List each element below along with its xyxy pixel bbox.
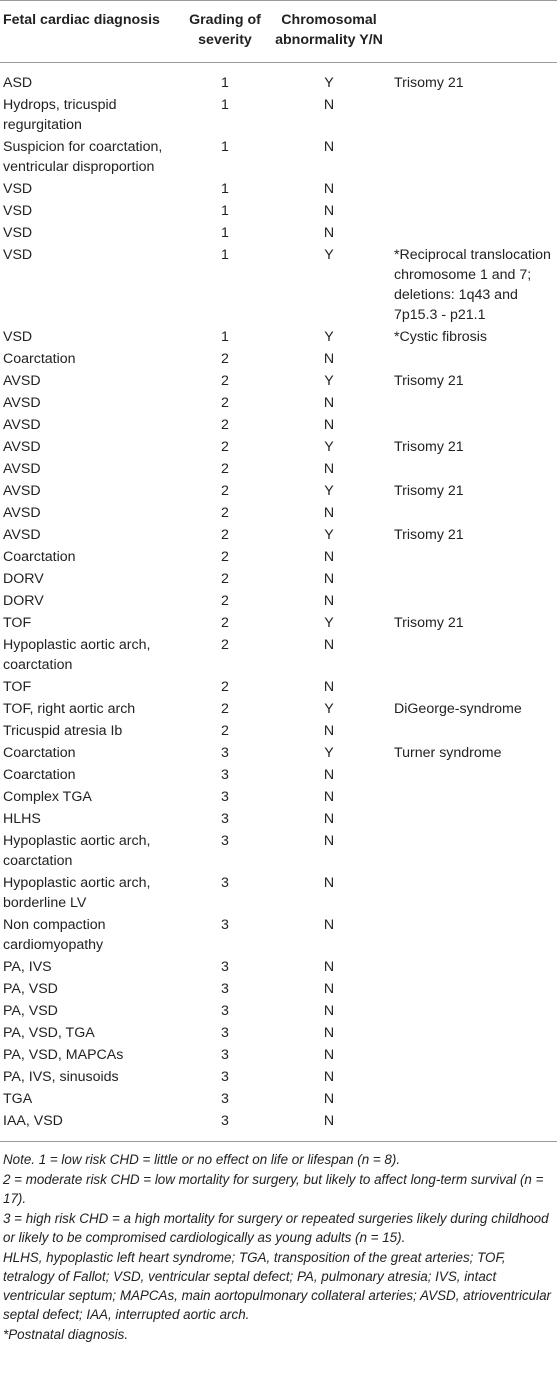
diagnosis-cell: PA, IVS, sinusoids [3,1069,119,1085]
table-row [0,765,557,787]
table-row [0,525,557,547]
table-row [0,915,557,957]
abnormality-detail-cell [388,979,557,1001]
table-row [0,957,557,979]
note-line: *Postnatal diagnosis. [3,1327,129,1342]
abnormality-detail-cell [388,415,557,437]
diagnosis-cell: Hydrops, tricuspid regurgitation [3,97,117,133]
chromosomal-cell: N [323,351,335,367]
severity-cell: 2 [221,439,229,455]
diagnosis-cell: Coarctation [3,549,76,565]
table-row [0,437,557,459]
diagnosis-cell: Tricuspid atresia Ib [3,723,123,739]
table-row [0,1067,557,1089]
note-line: 2 = moderate risk CHD = low mortality for surgery, but likely to affect long-term survival (n = 17). [3,1172,544,1206]
severity-cell: 2 [221,351,229,367]
chromosomal-cell: N [323,1113,335,1129]
diagnosis-cell: HLHS [3,811,41,827]
abnormality-detail-cell [388,95,557,137]
chromosomal-cell: Y [324,247,334,263]
chromosomal-cell: N [323,549,335,565]
diagnosis-cell: Non compaction cardiomyopathy [3,917,106,953]
abnormality-detail-cell [388,765,557,787]
diagnosis-cell: TOF [3,615,32,631]
severity-cell: 2 [221,483,229,499]
diagnosis-cell: PA, VSD, MAPCAs [3,1047,124,1063]
abnormality-detail-cell [388,1045,557,1067]
diagnosis-cell: TOF, right aortic arch [3,701,136,717]
chromosomal-cell: Y [324,483,334,499]
table-row [0,481,557,503]
abnormality-detail-cell [388,137,557,179]
abnormality-detail-cell [388,635,557,677]
severity-cell: 2 [221,723,229,739]
table-row [0,873,557,915]
severity-cell: 3 [221,745,229,761]
table-row [0,613,557,635]
chromosomal-cell: N [323,917,335,933]
diagnosis-cell: IAA, VSD [3,1113,63,1129]
chromosomal-cell: Y [324,527,334,543]
abnormality-detail-cell: Trisomy 21 [394,75,464,91]
abnormality-detail-cell [388,349,557,371]
severity-cell: 3 [221,1113,229,1129]
abnormality-detail-cell [388,721,557,743]
severity-cell: 2 [221,701,229,717]
chromosomal-cell: N [323,97,335,113]
chromosomal-cell: Y [324,329,334,345]
table-row [0,349,557,371]
abnormality-detail-cell [388,179,557,201]
chromosomal-cell: Y [324,701,334,717]
note-line: HLHS, hypoplastic left heart syndrome; TGA, transposition of the great arteries; TOF, tetralogy of Fallot; VSD, ventricular septal defect; PA, pulmonary atresia; IVS, intact ventricular septum; MAPCAs, main aortopulmonary collateral arteries; AVSD, atrioventricular septal defect; IAA, interrupted aortic arch. [3,1250,551,1322]
table-row [0,547,557,569]
severity-cell: 2 [221,373,229,389]
abnormality-detail-cell [388,831,557,873]
diagnosis-cell: AVSD [3,417,41,433]
abnormality-detail-cell [388,459,557,481]
severity-cell: 3 [221,1025,229,1041]
abnormality-detail-cell [388,1089,557,1111]
abnormality-detail-cell [388,547,557,569]
diagnosis-cell: AVSD [3,483,41,499]
diagnosis-cell: VSD [3,181,33,197]
abnormality-detail-cell: *Cystic fibrosis [394,329,488,345]
diagnosis-cell: ASD [3,75,33,91]
table-row [0,677,557,699]
chromosomal-cell: Y [324,745,334,761]
chromosomal-cell: N [323,417,335,433]
abnormality-detail-cell [388,677,557,699]
header-severity: Grading of severity [189,12,261,48]
severity-cell: 2 [221,637,229,653]
table-row [0,201,557,223]
severity-cell: 2 [221,461,229,477]
chromosomal-cell: N [323,461,335,477]
chromosomal-cell: N [323,875,335,891]
severity-cell: 1 [221,75,229,91]
severity-cell: 1 [221,97,229,113]
chromosomal-cell: N [323,723,335,739]
chromosomal-cell: N [323,1091,335,1107]
diagnosis-cell: DORV [3,571,44,587]
severity-cell: 3 [221,833,229,849]
diagnosis-cell: Hypoplastic aortic arch, coarctation [3,637,151,673]
table-row [0,979,557,1001]
diagnosis-cell: Coarctation [3,767,76,783]
chromosomal-cell: N [323,225,335,241]
severity-cell: 2 [221,505,229,521]
severity-cell: 3 [221,811,229,827]
abnormality-detail-cell [388,915,557,957]
chromosomal-cell: Y [324,75,334,91]
severity-cell: 3 [221,1047,229,1063]
severity-cell: 3 [221,767,229,783]
severity-cell: 2 [221,417,229,433]
severity-cell: 2 [221,527,229,543]
table-row [0,1089,557,1111]
table-row [0,63,557,96]
diagnosis-cell: AVSD [3,527,41,543]
chromosomal-cell: Y [324,439,334,455]
header-chromosomal: Chromosomal abnormality Y/N [275,12,383,48]
abnormality-detail-cell [388,809,557,831]
severity-cell: 2 [221,571,229,587]
severity-cell: 3 [221,981,229,997]
diagnosis-cell: VSD [3,225,33,241]
abnormality-detail-cell [388,569,557,591]
chromosomal-cell: N [323,1003,335,1019]
table-row [0,787,557,809]
severity-cell: 3 [221,789,229,805]
abnormality-detail-cell: DiGeorge-syndrome [394,701,522,717]
abnormality-detail-cell: Trisomy 21 [394,615,464,631]
abnormality-detail-cell: Turner syndrome [394,745,502,761]
chromosomal-cell: N [323,395,335,411]
severity-cell: 1 [221,247,229,263]
table-row [0,721,557,743]
table-row [0,327,557,349]
severity-cell: 1 [221,329,229,345]
diagnosis-cell: PA, IVS [3,959,52,975]
diagnosis-cell: DORV [3,593,44,609]
abnormality-detail-cell [388,1067,557,1089]
diagnosis-cell: AVSD [3,505,41,521]
severity-cell: 2 [221,679,229,695]
diagnosis-cell: AVSD [3,373,41,389]
table-row [0,699,557,721]
diagnosis-cell: AVSD [3,395,41,411]
severity-cell: 2 [221,549,229,565]
chromosomal-cell: N [323,981,335,997]
chromosomal-cell: N [323,1047,335,1063]
chromosomal-cell: N [323,571,335,587]
severity-cell: 1 [221,181,229,197]
table-row [0,1001,557,1023]
severity-cell: 1 [221,225,229,241]
chromosomal-cell: N [323,181,335,197]
table-row [0,371,557,393]
chromosomal-cell: N [323,959,335,975]
table-row [0,245,557,327]
abnormality-detail-cell [388,957,557,979]
diagnosis-cell: Hypoplastic aortic arch, borderline LV [3,875,151,911]
table-row [0,95,557,137]
header-abnormality-detail [388,1,557,63]
diagnosis-cell: PA, VSD, TGA [3,1025,95,1041]
abnormality-detail-cell: Trisomy 21 [394,527,464,543]
abnormality-detail-cell: Trisomy 21 [394,373,464,389]
table-row [0,223,557,245]
table-header [0,1,557,63]
header-diagnosis: Fetal cardiac diagnosis [3,12,160,28]
abnormality-detail-cell [388,1111,557,1142]
diagnosis-cell: Coarctation [3,351,76,367]
diagnosis-cell: Complex TGA [3,789,92,805]
abnormality-detail-cell [388,201,557,223]
severity-cell: 2 [221,593,229,609]
table-row [0,831,557,873]
note-line: Note. 1 = low risk CHD = little or no effect on life or lifespan (n = 8). [3,1152,401,1167]
chromosomal-cell: N [323,767,335,783]
abnormality-detail-cell [388,503,557,525]
chromosomal-cell: N [323,203,335,219]
table-row [0,137,557,179]
severity-cell: 1 [221,139,229,155]
diagnosis-cell: VSD [3,247,33,263]
chromosomal-cell: N [323,833,335,849]
severity-cell: 3 [221,1069,229,1085]
chromosomal-cell: N [323,1025,335,1041]
chromosomal-cell: Y [324,373,334,389]
severity-cell: 3 [221,1091,229,1107]
table-row [0,809,557,831]
table-row [0,393,557,415]
severity-cell: 3 [221,959,229,975]
abnormality-detail-cell [388,591,557,613]
severity-cell: 3 [221,1003,229,1019]
table-row [0,415,557,437]
diagnosis-cell: AVSD [3,439,41,455]
table-row [0,591,557,613]
chromosomal-cell: N [323,679,335,695]
diagnosis-cell: PA, VSD [3,1003,58,1019]
diagnosis-cell: VSD [3,203,33,219]
header-row [0,1,557,63]
chromosomal-cell: N [323,505,335,521]
severity-cell: 1 [221,203,229,219]
table-row [0,179,557,201]
chromosomal-cell: N [323,789,335,805]
abnormality-detail-cell: *Reciprocal translocation chromosome 1 and 7; deletions: 1q43 and 7p15.3 - p21.1 [394,247,551,323]
chromosomal-cell: N [323,811,335,827]
table-notes [0,1142,557,1344]
abnormality-detail-cell [388,1023,557,1045]
abnormality-detail-cell: Trisomy 21 [394,483,464,499]
table-row [0,1111,557,1142]
table-row [0,1045,557,1067]
abnormality-detail-cell [388,393,557,415]
table-body [0,63,557,1142]
abnormality-detail-cell [388,873,557,915]
diagnosis-cell: Hypoplastic aortic arch, coarctation [3,833,151,869]
severity-cell: 3 [221,875,229,891]
chromosomal-cell: N [323,1069,335,1085]
diagnosis-cell: VSD [3,329,33,345]
table-row [0,1023,557,1045]
chromosomal-cell: N [323,139,335,155]
diagnosis-cell: TOF [3,679,32,695]
abnormality-detail-cell [388,787,557,809]
table-row [0,569,557,591]
diagnosis-cell: Suspicion for coarctation, ventricular disproportion [3,139,163,175]
diagnosis-cell: Coarctation [3,745,76,761]
table-row [0,743,557,765]
chromosomal-cell: N [323,593,335,609]
table-row [0,635,557,677]
abnormality-detail-cell [388,223,557,245]
severity-cell: 2 [221,395,229,411]
diagnosis-cell: PA, VSD [3,981,58,997]
chromosomal-cell: N [323,637,335,653]
table-row [0,503,557,525]
chromosomal-cell: Y [324,615,334,631]
abnormality-detail-cell [388,1001,557,1023]
diagnosis-cell: TGA [3,1091,33,1107]
table-row [0,459,557,481]
severity-cell: 2 [221,615,229,631]
abnormality-detail-cell: Trisomy 21 [394,439,464,455]
severity-cell: 3 [221,917,229,933]
diagnosis-cell: AVSD [3,461,41,477]
note-line: 3 = high risk CHD = a high mortality for surgery or repeated surgeries likely during childhood or likely to be compromised cardiologically as young adults (n = 15). [3,1211,549,1245]
